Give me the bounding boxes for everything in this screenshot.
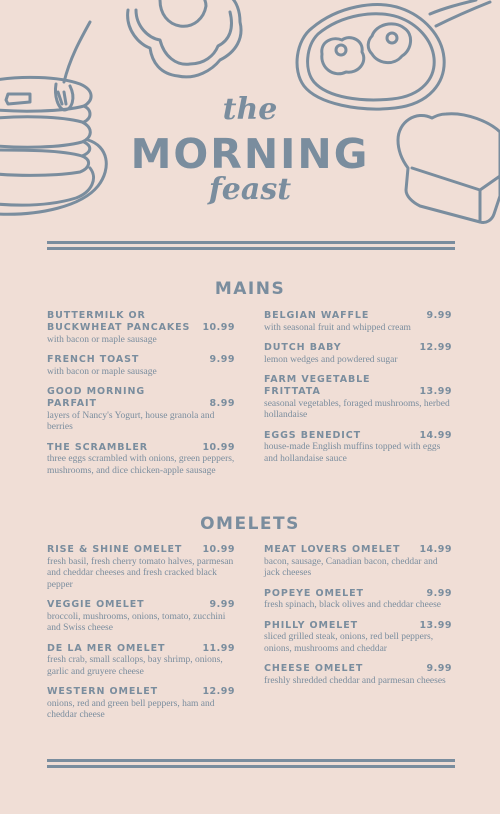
menu-item-name: GOOD MORNING PARFAIT	[47, 386, 146, 409]
menu-item	[264, 663, 452, 687]
menu-item-description: fresh crab, small scallops, bay shrimp, onions, garlic and gruyere cheese	[47, 655, 223, 677]
menu-item-description: onions, red and green bell peppers, ham and cheddar cheese	[47, 698, 215, 720]
menu-item-description: lemon wedges and powdered sugar	[264, 354, 398, 365]
menu-item-description: bacon, sausage, Canadian bacon, cheddar and jack cheeses	[264, 556, 438, 578]
menu-item-price: 8.99	[209, 398, 235, 409]
menu-item-header	[47, 599, 235, 611]
menu-item	[264, 374, 452, 422]
menu-item	[47, 310, 235, 346]
menu-item-header	[47, 354, 235, 366]
menu-item-price: 13.99	[419, 619, 452, 631]
menu-item	[264, 430, 452, 466]
mains-left-column	[47, 310, 235, 485]
menu-item	[47, 544, 235, 591]
page-title: MORNING	[130, 130, 370, 178]
menu-item-description: layers of Nancy's Yogurt, house granola and berries	[47, 410, 215, 432]
menu-item-name: DE LA MER OMELET	[47, 642, 166, 654]
menu-item-name: RISE & SHINE OMELET	[47, 544, 183, 555]
menu-item	[264, 620, 452, 656]
menu-item-price: 12.99	[202, 686, 235, 697]
menu-item-header	[264, 588, 452, 600]
menu-item	[264, 544, 452, 580]
menu-item	[47, 386, 235, 434]
menu-item-name: BELGIAN WAFFLE	[264, 310, 370, 321]
menu-item-description: broccoli, mushrooms, onions, tomato, zucchini and Swiss cheese	[47, 611, 226, 633]
menu-item	[264, 342, 452, 366]
fried-egg-icon	[128, 0, 241, 77]
menu-item-description: three eggs scrambled with onions, green peppers, mushrooms, and dice chicken-apple sausage	[47, 454, 235, 476]
menu-item-name: EGGS BENEDICT	[264, 429, 361, 441]
omelets-right-column	[264, 544, 452, 695]
menu-item-price: 9.99	[209, 354, 235, 365]
menu-item-header	[264, 342, 452, 354]
menu-item-description: fresh basil, fresh cherry tomato halves, parmesan and cheddar cheeses and fresh cracked black pepper	[47, 556, 234, 590]
menu-item-description: with bacon or maple sausage	[47, 334, 157, 345]
menu-item	[47, 599, 235, 635]
menu-item-description: seasonal vegetables, foraged mushrooms, herbed hollandaise	[264, 398, 450, 420]
menu-item-price: 11.99	[202, 642, 235, 654]
menu-item	[264, 588, 452, 612]
menu-item-name: CHEESE OMELET	[264, 663, 364, 674]
menu-item-name: FRENCH TOAST	[47, 354, 140, 365]
menu-item-description: with bacon or maple sausage	[47, 366, 157, 377]
menu-item	[47, 686, 235, 722]
menu-item-header	[264, 430, 452, 442]
menu-item-price: 12.99	[419, 342, 452, 353]
menu-item-name: DUTCH BABY	[264, 342, 342, 353]
menu-item-name: MEAT LOVERS OMELET	[264, 544, 401, 555]
menu-item-price: 9.99	[426, 663, 452, 674]
section-title-mains: MAINS	[214, 279, 286, 299]
title-the: the	[222, 92, 278, 127]
menu-item	[47, 442, 235, 478]
divider-bottom-2	[47, 765, 455, 768]
omelets-left-column	[47, 544, 235, 730]
title-feast: feast	[208, 172, 292, 207]
menu-item-price: 9.99	[426, 310, 452, 321]
divider-bottom-1	[47, 759, 455, 762]
menu-item-description: sliced grilled steak, onions, red bell peppers, onions, mushrooms and cheddar	[264, 632, 434, 654]
menu-item-header	[47, 643, 235, 655]
menu-item-header	[264, 374, 452, 398]
section-title-omelets: OMELETS	[200, 514, 300, 534]
menu-item-description: freshly shredded cheddar and parmesan cheeses	[264, 675, 446, 686]
menu-item-price: 14.99	[419, 544, 452, 555]
menu-item	[264, 310, 452, 334]
menu-item-header	[264, 310, 452, 322]
menu-item-header	[47, 544, 235, 556]
menu-item-header	[264, 663, 452, 675]
menu-item-price: 9.99	[426, 587, 452, 599]
menu-item-price: 10.99	[202, 441, 235, 453]
menu-item-name: PHILLY OMELET	[264, 619, 359, 631]
menu-item-header	[264, 620, 452, 632]
menu-item-name: FARM VEGETABLE FRITTATA	[264, 374, 371, 397]
menu-item-price: 13.99	[419, 386, 452, 397]
menu-item-header	[47, 386, 235, 410]
menu-item-price: 14.99	[419, 429, 452, 441]
menu-item-name: THE SCRAMBLER	[47, 441, 148, 453]
menu-item-description: house-made English muffins topped with eggs and hollandaise sauce	[264, 442, 441, 464]
menu-item-header	[47, 686, 235, 698]
mains-right-column	[264, 310, 452, 473]
menu-item	[47, 354, 235, 378]
menu-item-header	[47, 310, 235, 334]
menu-item-name: WESTERN OMELET	[47, 686, 158, 697]
menu-item-price: 10.99	[202, 544, 235, 555]
menu-item-description: fresh spinach, black olives and cheddar cheese	[264, 600, 441, 610]
menu-item-name: BUTTERMILK OR BUCKWHEAT PANCAKES	[47, 310, 191, 333]
menu-item-header	[264, 544, 452, 556]
divider-top-1	[47, 241, 455, 244]
menu-item-header	[47, 442, 235, 454]
menu-item-price: 9.99	[209, 599, 235, 610]
menu-item	[47, 643, 235, 679]
menu-item-description: with seasonal fruit and whipped cream	[264, 322, 411, 333]
divider-top-2	[47, 247, 455, 250]
menu-item-name: POPEYE OMELET	[264, 587, 364, 599]
menu-item-name: VEGGIE OMELET	[47, 599, 145, 610]
menu-item-price: 10.99	[202, 322, 235, 333]
